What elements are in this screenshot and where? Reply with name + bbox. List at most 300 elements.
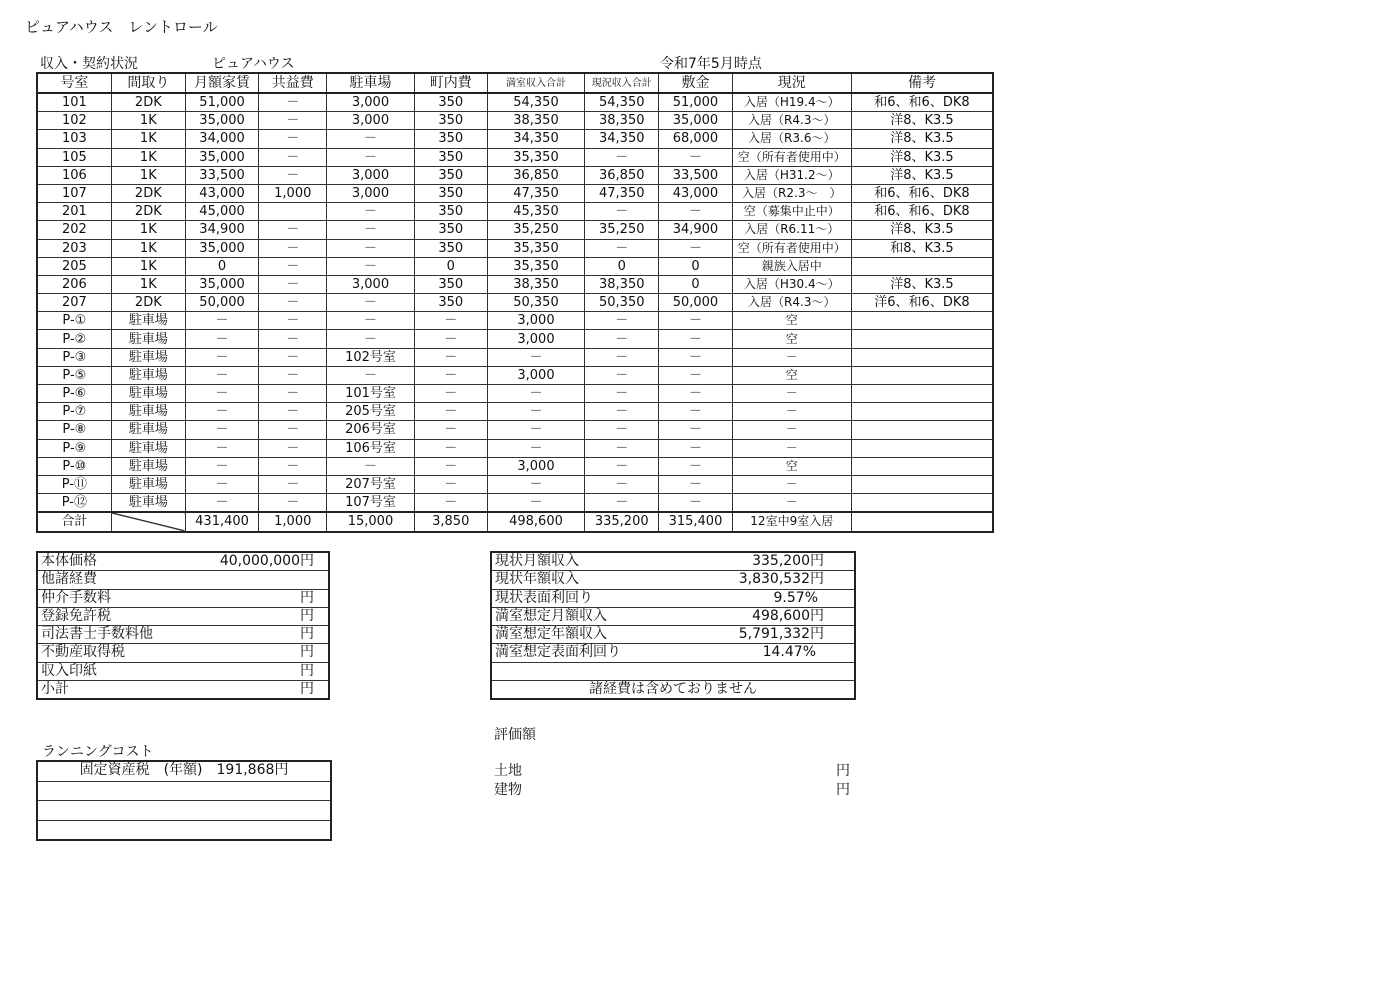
column-header: 満室収入合計 <box>487 73 584 93</box>
table-row <box>37 366 993 384</box>
table-cell: － <box>585 366 659 384</box>
table-cell: 駐車場 <box>111 366 185 384</box>
income-row <box>492 571 854 589</box>
income-row <box>492 608 854 626</box>
income-row <box>492 644 854 662</box>
column-header: 駐車場 <box>327 73 414 93</box>
table-cell: － <box>414 385 487 403</box>
table-cell: 101号室 <box>327 385 414 403</box>
table-cell: － <box>259 93 327 112</box>
table-cell: 54,350 <box>585 93 659 112</box>
table-cell <box>851 257 993 275</box>
table-cell: 35,000 <box>659 112 732 130</box>
income-note: 諸経費は含めておりません <box>589 681 757 698</box>
table-cell: － <box>414 494 487 513</box>
income-row <box>492 553 854 571</box>
table-cell: － <box>732 421 851 439</box>
evaluation-title: 評価額 <box>494 727 536 743</box>
cost-label: 小計 <box>41 681 69 698</box>
cost-row <box>38 681 328 698</box>
cost-row <box>38 553 328 571</box>
table-cell: － <box>414 330 487 348</box>
income-value: 5,791,332円 <box>738 626 824 643</box>
table-cell: － <box>487 421 584 439</box>
table-cell: － <box>732 475 851 493</box>
table-cell: － <box>414 457 487 475</box>
income-label: 満室想定月額収入 <box>495 607 607 624</box>
table-cell: 35,350 <box>487 257 584 275</box>
table-cell: － <box>414 403 487 421</box>
table-cell: 206号室 <box>327 421 414 439</box>
income-label: 現状年額収入 <box>495 571 579 588</box>
table-cell: － <box>414 348 487 366</box>
table-cell: － <box>327 239 414 257</box>
column-header: 備考 <box>851 73 993 93</box>
table-cell: 駐車場 <box>111 421 185 439</box>
table-row <box>37 184 993 202</box>
table-cell: 和6、和6、DK8 <box>851 93 993 112</box>
table-cell: 2DK <box>111 184 185 202</box>
table-cell: 35,000 <box>185 275 258 293</box>
table-cell: 34,900 <box>185 221 258 239</box>
table-cell: 3,000 <box>487 366 584 384</box>
table-cell: 47,350 <box>585 184 659 202</box>
table-cell <box>851 348 993 366</box>
table-cell: － <box>414 366 487 384</box>
table-cell: － <box>327 130 414 148</box>
table-cell: 350 <box>414 203 487 221</box>
table-cell: 2DK <box>111 203 185 221</box>
table-cell: 3,000 <box>487 330 584 348</box>
cost-row <box>38 626 328 644</box>
table-cell: － <box>487 475 584 493</box>
table-cell: 38,350 <box>585 112 659 130</box>
running-cost-row <box>38 762 330 782</box>
table-cell: － <box>259 294 327 312</box>
table-cell: － <box>414 421 487 439</box>
cost-value: 円 <box>300 662 314 679</box>
table-cell <box>851 366 993 384</box>
table-cell: － <box>185 457 258 475</box>
table-cell: 入居（H19.4～） <box>732 93 851 112</box>
table-row <box>37 385 993 403</box>
table-cell: 1K <box>111 112 185 130</box>
table-cell: － <box>259 148 327 166</box>
table-cell: 35,000 <box>185 112 258 130</box>
table-cell: － <box>185 366 258 384</box>
column-header: 現況収入合計 <box>585 73 659 93</box>
table-cell: P-⑦ <box>37 403 111 421</box>
cost-value: 円 <box>300 681 314 698</box>
table-cell: 和6、和6、DK8 <box>851 184 993 202</box>
table-cell <box>851 475 993 493</box>
table-cell: 105 <box>37 148 111 166</box>
table-cell: P-⑧ <box>37 421 111 439</box>
evaluation-row <box>494 779 850 797</box>
table-cell: － <box>259 130 327 148</box>
table-cell <box>851 421 993 439</box>
table-row <box>37 421 993 439</box>
cost-label: 司法書士手数料他 <box>41 626 153 643</box>
table-cell: 洋8、K3.5 <box>851 148 993 166</box>
table-cell: 35,000 <box>185 239 258 257</box>
column-header: 月額家賃 <box>185 73 258 93</box>
table-cell: P-③ <box>37 348 111 366</box>
table-cell: 106号室 <box>327 439 414 457</box>
column-header: 敷金 <box>659 73 732 93</box>
table-cell: － <box>585 475 659 493</box>
table-cell: 1K <box>111 257 185 275</box>
table-cell: 207号室 <box>327 475 414 493</box>
table-cell: 101 <box>37 93 111 112</box>
table-cell: 0 <box>585 257 659 275</box>
document-title: ピュアハウス レントロール <box>25 18 218 36</box>
total-cell: 431,400 <box>185 512 258 531</box>
table-row <box>37 494 993 513</box>
total-row <box>37 512 993 531</box>
cost-value: 40,000,000円 <box>219 553 314 569</box>
table-cell: 33,500 <box>659 166 732 184</box>
total-cell <box>851 512 993 531</box>
table-cell: 洋8、K3.5 <box>851 221 993 239</box>
income-value: 3,830,532円 <box>738 571 824 588</box>
table-cell: 3,000 <box>487 312 584 330</box>
table-cell: － <box>585 203 659 221</box>
table-cell: 入居（R4.3～） <box>732 294 851 312</box>
table-cell: 2DK <box>111 294 185 312</box>
table-cell: P-① <box>37 312 111 330</box>
cost-label: 不動産取得税 <box>41 644 125 661</box>
table-cell: － <box>185 348 258 366</box>
table-cell: 親族入居中 <box>732 257 851 275</box>
table-cell: 3,000 <box>327 166 414 184</box>
table-cell: 3,000 <box>327 184 414 202</box>
running-cost-box <box>36 760 332 841</box>
table-cell: － <box>487 494 584 513</box>
table-cell: 空 <box>732 366 851 384</box>
table-cell: 50,000 <box>185 294 258 312</box>
table-cell: 入居（R4.3～） <box>732 112 851 130</box>
table-cell: － <box>659 148 732 166</box>
table-cell: － <box>585 348 659 366</box>
rent-roll-table <box>36 72 994 533</box>
cost-label: 本体価格 <box>41 553 97 569</box>
total-cell: 335,200 <box>585 512 659 531</box>
income-note-row <box>492 681 854 698</box>
table-cell: － <box>585 439 659 457</box>
income-value: 14.47% <box>762 644 816 661</box>
table-cell: － <box>327 457 414 475</box>
table-cell: － <box>327 148 414 166</box>
income-value: 498,600円 <box>752 607 824 624</box>
table-cell: 106 <box>37 166 111 184</box>
table-cell: 45,000 <box>185 203 258 221</box>
table-cell: － <box>659 330 732 348</box>
table-cell: － <box>487 348 584 366</box>
running-cost-text: 固定資産税 (年額) 191,868円 <box>79 762 289 778</box>
table-cell: P-⑩ <box>37 457 111 475</box>
table-cell: － <box>185 312 258 330</box>
table-row <box>37 348 993 366</box>
table-cell: 1K <box>111 148 185 166</box>
evaluation-label: 建物 <box>494 782 522 798</box>
cost-label: 仲介手数料 <box>41 589 111 606</box>
table-row <box>37 439 993 457</box>
income-row <box>492 663 854 681</box>
table-cell: 350 <box>414 93 487 112</box>
table-row <box>37 203 993 221</box>
table-row <box>37 294 993 312</box>
table-cell <box>851 385 993 403</box>
table-cell: － <box>185 439 258 457</box>
table-cell: － <box>585 421 659 439</box>
table-cell: 350 <box>414 148 487 166</box>
table-cell: 51,000 <box>659 93 732 112</box>
table-cell: － <box>659 475 732 493</box>
table-cell: 1K <box>111 275 185 293</box>
table-cell: 350 <box>414 112 487 130</box>
table-cell: 201 <box>37 203 111 221</box>
table-cell: － <box>327 312 414 330</box>
table-cell: 350 <box>414 166 487 184</box>
total-cell: 合計 <box>37 512 111 531</box>
table-cell <box>851 439 993 457</box>
evaluation-row <box>494 760 850 778</box>
table-cell: 68,000 <box>659 130 732 148</box>
table-cell: － <box>327 203 414 221</box>
income-value: 9.57% <box>773 589 818 606</box>
table-cell: 0 <box>659 275 732 293</box>
table-cell: 38,350 <box>585 275 659 293</box>
table-cell: － <box>487 385 584 403</box>
table-cell: 205号室 <box>327 403 414 421</box>
table-cell: 洋8、K3.5 <box>851 130 993 148</box>
table-cell: 駐車場 <box>111 475 185 493</box>
table-cell: 102 <box>37 112 111 130</box>
table-cell: 洋8、K3.5 <box>851 166 993 184</box>
table-cell: 3,000 <box>487 457 584 475</box>
table-cell: P-⑨ <box>37 439 111 457</box>
table-cell: － <box>732 494 851 513</box>
section-label: 収入・契約状況 <box>40 56 138 72</box>
table-cell: － <box>585 239 659 257</box>
table-cell: 洋8、K3.5 <box>851 112 993 130</box>
column-header: 共益費 <box>259 73 327 93</box>
table-row <box>37 403 993 421</box>
table-cell: 駐車場 <box>111 403 185 421</box>
table-cell: － <box>259 312 327 330</box>
table-cell: － <box>259 439 327 457</box>
evaluation-label: 土地 <box>494 763 522 779</box>
table-cell: 34,350 <box>487 130 584 148</box>
table-cell: 0 <box>659 257 732 275</box>
table-cell: － <box>327 257 414 275</box>
cost-value: 円 <box>300 589 314 606</box>
table-row <box>37 93 993 112</box>
table-cell: － <box>585 330 659 348</box>
table-cell: 入居（R6.11～） <box>732 221 851 239</box>
acquisition-cost-box <box>36 551 330 700</box>
table-cell: － <box>585 148 659 166</box>
table-row <box>37 475 993 493</box>
table-cell: － <box>259 403 327 421</box>
running-cost-row <box>38 782 330 802</box>
table-row <box>37 130 993 148</box>
cost-row <box>38 571 328 589</box>
table-cell: 50,000 <box>659 294 732 312</box>
table-cell: 1K <box>111 130 185 148</box>
total-cell: 12室中9室入居 <box>732 512 851 531</box>
table-cell: － <box>659 312 732 330</box>
table-cell: － <box>185 475 258 493</box>
table-cell: － <box>659 348 732 366</box>
table-cell: － <box>487 403 584 421</box>
table-cell: 空 <box>732 330 851 348</box>
income-summary-box <box>490 551 856 700</box>
table-cell: 51,000 <box>185 93 258 112</box>
table-cell: 34,000 <box>185 130 258 148</box>
table-cell: 350 <box>414 130 487 148</box>
table-cell: P-⑥ <box>37 385 111 403</box>
as-of-date: 令和7年5月時点 <box>660 56 762 72</box>
table-cell: 駐車場 <box>111 330 185 348</box>
table-cell: P-② <box>37 330 111 348</box>
cost-value: 円 <box>300 644 314 661</box>
income-label: 満室想定表面利回り <box>495 644 621 661</box>
table-cell: － <box>327 294 414 312</box>
table-cell <box>851 457 993 475</box>
cost-value: 円 <box>300 607 314 624</box>
table-cell: － <box>659 239 732 257</box>
table-cell: 空 <box>732 312 851 330</box>
table-cell: 107号室 <box>327 494 414 513</box>
table-cell: 洋6、和6、DK8 <box>851 294 993 312</box>
table-cell: － <box>659 439 732 457</box>
cost-row <box>38 663 328 681</box>
table-cell: － <box>585 457 659 475</box>
cost-value: 円 <box>300 626 314 643</box>
table-row <box>37 221 993 239</box>
table-cell: － <box>732 385 851 403</box>
evaluation-value: 円 <box>836 763 850 779</box>
table-cell: 2DK <box>111 93 185 112</box>
table-cell: 入居（R3.6～） <box>732 130 851 148</box>
running-cost-row <box>38 821 330 840</box>
table-cell: 103 <box>37 130 111 148</box>
table-cell: － <box>185 494 258 513</box>
table-cell: － <box>414 312 487 330</box>
table-cell: － <box>659 203 732 221</box>
table-cell: 和8、K3.5 <box>851 239 993 257</box>
table-cell: 35,000 <box>185 148 258 166</box>
table-cell <box>851 403 993 421</box>
table-cell: 駐車場 <box>111 312 185 330</box>
table-cell: 0 <box>185 257 258 275</box>
total-cell: 315,400 <box>659 512 732 531</box>
table-row <box>37 148 993 166</box>
evaluation-value: 円 <box>836 782 850 798</box>
table-cell: － <box>259 330 327 348</box>
table-cell: 43,000 <box>659 184 732 202</box>
table-cell: 50,350 <box>585 294 659 312</box>
table-cell: 43,000 <box>185 184 258 202</box>
table-cell: 34,350 <box>585 130 659 148</box>
cost-label: 他諸経費 <box>41 571 97 588</box>
table-cell: 駐車場 <box>111 457 185 475</box>
table-cell: － <box>259 421 327 439</box>
table-cell: － <box>259 348 327 366</box>
table-cell: － <box>732 403 851 421</box>
table-cell: 350 <box>414 239 487 257</box>
table-cell: 205 <box>37 257 111 275</box>
table-cell: 空（所有者使用中） <box>732 239 851 257</box>
total-cell: 1,000 <box>259 512 327 531</box>
table-cell: 38,350 <box>487 275 584 293</box>
table-cell: 50,350 <box>487 294 584 312</box>
table-cell <box>851 312 993 330</box>
table-cell: － <box>414 475 487 493</box>
table-cell: － <box>585 385 659 403</box>
table-row <box>37 457 993 475</box>
table-cell: － <box>259 275 327 293</box>
cost-row <box>38 590 328 608</box>
table-cell <box>259 203 327 221</box>
table-cell: 3,000 <box>327 93 414 112</box>
table-cell: － <box>185 403 258 421</box>
table-cell: 350 <box>414 221 487 239</box>
table-cell: － <box>259 112 327 130</box>
table-cell: 38,350 <box>487 112 584 130</box>
table-cell: － <box>259 366 327 384</box>
table-cell: P-⑪ <box>37 475 111 493</box>
table-cell: － <box>585 312 659 330</box>
table-cell: P-⑫ <box>37 494 111 513</box>
income-label: 現状表面利回り <box>495 589 593 606</box>
table-cell: 3,000 <box>327 275 414 293</box>
table-cell: 駐車場 <box>111 439 185 457</box>
table-cell: 206 <box>37 275 111 293</box>
table-cell: 47,350 <box>487 184 584 202</box>
table-cell: 1K <box>111 221 185 239</box>
table-cell: 35,250 <box>487 221 584 239</box>
cost-label: 登録免許税 <box>41 607 111 624</box>
table-cell: 54,350 <box>487 93 584 112</box>
column-header: 現況 <box>732 73 851 93</box>
table-cell: 洋8、K3.5 <box>851 275 993 293</box>
total-cell: 498,600 <box>487 512 584 531</box>
table-cell: 1,000 <box>259 184 327 202</box>
table-cell: 350 <box>414 184 487 202</box>
table-cell: 駐車場 <box>111 494 185 513</box>
table-cell: － <box>732 348 851 366</box>
total-cell: 15,000 <box>327 512 414 531</box>
income-value: 335,200円 <box>752 553 824 569</box>
table-cell: 空 <box>732 457 851 475</box>
table-row <box>37 166 993 184</box>
table-cell: － <box>659 366 732 384</box>
table-cell: 入居（R2.3～ ） <box>732 184 851 202</box>
table-cell: 33,500 <box>185 166 258 184</box>
table-cell: － <box>659 403 732 421</box>
table-cell: 駐車場 <box>111 348 185 366</box>
table-cell <box>851 330 993 348</box>
table-row <box>37 312 993 330</box>
table-cell: 1K <box>111 239 185 257</box>
column-header: 間取り <box>111 73 185 93</box>
table-row <box>37 112 993 130</box>
table-cell: 45,350 <box>487 203 584 221</box>
table-cell: 202 <box>37 221 111 239</box>
